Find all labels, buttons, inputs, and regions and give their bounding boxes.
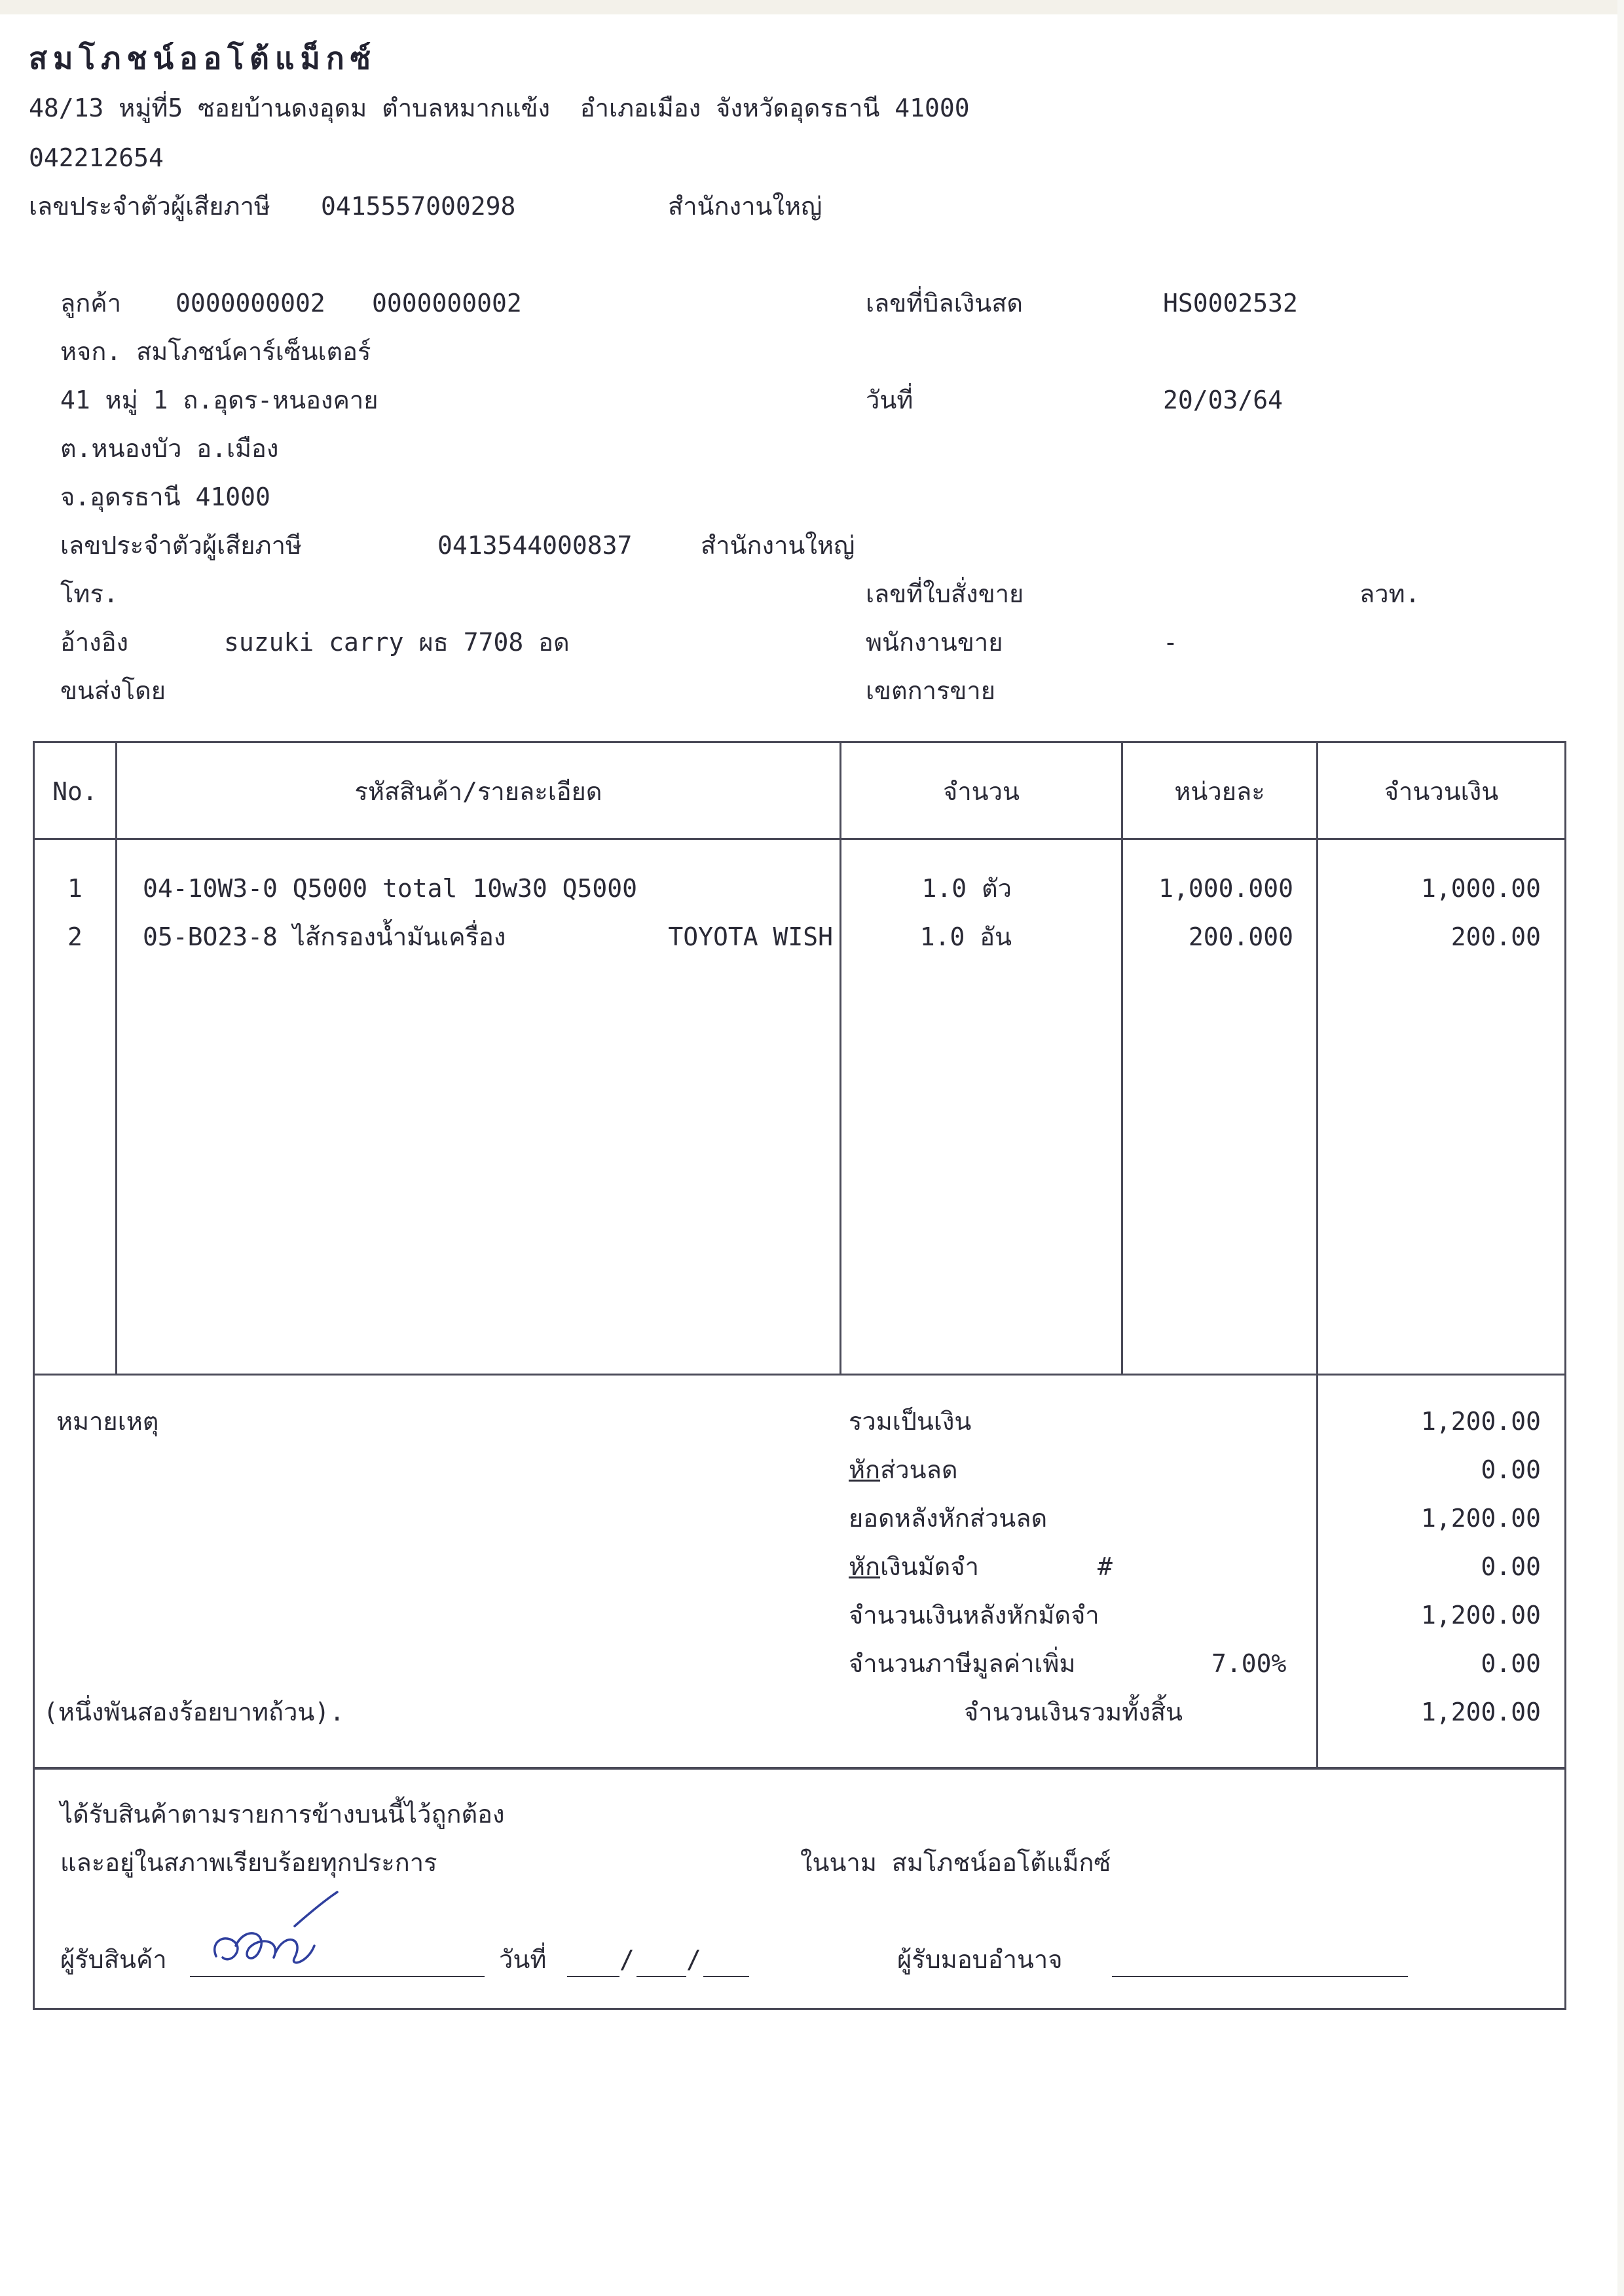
scan-right-edge bbox=[1617, 0, 1624, 2296]
after-deposit-label: จำนวนเงินหลังหักมัดจำ bbox=[849, 1601, 1099, 1630]
invoice-date: 20/03/64 bbox=[1163, 386, 1283, 414]
company-tax-id: 0415557000298 bbox=[321, 192, 516, 221]
customer-phone-label: โทร. bbox=[60, 579, 119, 608]
deposit-value: 0.00 bbox=[1481, 1552, 1541, 1581]
header-amount: จำนวนเงิน bbox=[1384, 777, 1499, 806]
receive-date-slash-1: / bbox=[619, 1945, 635, 1974]
receive-date-year-line bbox=[703, 1976, 749, 1977]
salesperson-value: - bbox=[1163, 628, 1178, 657]
date-label: วันที่ bbox=[866, 386, 913, 414]
amount-in-words: (หนึ่งพันสองร้อยบาทถ้วน). bbox=[43, 1698, 345, 1726]
customer-label: ลูกค้า bbox=[60, 289, 122, 318]
customer-address-3: จ.อุดรธานี 41000 bbox=[60, 483, 270, 511]
receive-date-slash-2: / bbox=[686, 1945, 701, 1974]
received-statement-1: ได้รับสินค้าตามรายการข้างบนนี้ไว้ถูกต้อง bbox=[60, 1800, 505, 1829]
col-divider-no bbox=[115, 741, 117, 1375]
header-no: No. bbox=[52, 777, 98, 806]
after-deposit-value: 1,200.00 bbox=[1420, 1601, 1541, 1630]
receive-date-month-line bbox=[637, 1976, 686, 1977]
salesperson-label: พนักงานขาย bbox=[866, 628, 1003, 657]
customer-branch: สำนักงานใหญ่ bbox=[701, 531, 855, 560]
row-2-no: 2 bbox=[67, 922, 83, 951]
table-header-divider bbox=[33, 838, 1566, 840]
grand-total-value: 1,200.00 bbox=[1420, 1698, 1541, 1726]
company-branch: สำนักงานใหญ่ bbox=[668, 192, 822, 221]
header-unit-price: หน่วยละ bbox=[1174, 777, 1265, 806]
bill-no: HS0002532 bbox=[1163, 289, 1298, 318]
customer-code-2: 0000000002 bbox=[372, 289, 522, 318]
subtotal-value: 1,200.00 bbox=[1420, 1407, 1541, 1436]
customer-address-1: 41 หมู่ 1 ถ.อุดร-หนองคาย bbox=[60, 386, 378, 414]
received-statement-2: และอยู่ในสภาพเรียบร้อยทุกประการ bbox=[60, 1848, 437, 1877]
customer-ref: suzuki carry ผธ 7708 อด bbox=[224, 628, 570, 657]
customer-code: 0000000002 bbox=[175, 289, 325, 318]
company-tax-id-label: เลขประจำตัวผู้เสียภาษี bbox=[29, 192, 270, 221]
subtotal-label: รวมเป็นเงิน bbox=[849, 1407, 972, 1436]
row-2-description: 05-BO23-8 ไส้กรองน้ำมันเครื่อง bbox=[143, 922, 506, 951]
bill-no-label: เลขที่บิลเงินสด bbox=[866, 289, 1024, 318]
deposit-label: เงินมัดจำ bbox=[880, 1552, 979, 1581]
customer-ref-label: อ้างอิง bbox=[60, 628, 129, 657]
discount-value: 0.00 bbox=[1481, 1455, 1541, 1484]
receiver-label: ผู้รับสินค้า bbox=[60, 1945, 167, 1974]
customer-address-2: ต.หนองบัว อ.เมือง bbox=[60, 434, 279, 463]
customer-tax-id: 0413544000837 bbox=[437, 531, 633, 560]
sales-area-label: เขตการขาย bbox=[866, 676, 995, 705]
on-behalf-of: ในนาม สมโภชน์ออโต้แม็กซ์ bbox=[800, 1848, 1111, 1877]
receiver-signature bbox=[196, 1886, 367, 1984]
authorized-signature-line bbox=[1112, 1976, 1408, 1977]
row-2-extra: TOYOTA WISH bbox=[668, 922, 833, 951]
row-2-quantity: 1.0 อัน bbox=[919, 922, 1012, 951]
row-2-unit-price: 200.000 bbox=[1188, 922, 1293, 951]
row-1-amount: 1,000.00 bbox=[1420, 874, 1541, 903]
discount-prefix: หัก bbox=[849, 1455, 881, 1484]
vat-rate: 7.00% bbox=[1211, 1649, 1287, 1678]
row-1-no: 1 bbox=[67, 874, 83, 903]
row-1-quantity: 1.0 ตัว bbox=[921, 874, 1012, 903]
after-discount-label: ยอดหลังหักส่วนลด bbox=[849, 1504, 1048, 1533]
col-divider-desc bbox=[840, 741, 841, 1375]
company-name: สมโภชน์ออโต้แม็กซ์ bbox=[29, 41, 377, 76]
row-1-unit-price: 1,000.000 bbox=[1158, 874, 1293, 903]
receive-date-day-line bbox=[567, 1976, 619, 1977]
header-quantity: จำนวน bbox=[943, 777, 1020, 806]
header-description: รหัสสินค้า/รายละเอียด bbox=[354, 777, 602, 806]
company-phone: 042212654 bbox=[29, 143, 164, 172]
customer-name: หจก. สมโภชน์คาร์เซ็นเตอร์ bbox=[60, 337, 371, 366]
authorized-person-label: ผู้รับมอบอำนาจ bbox=[897, 1945, 1063, 1974]
scan-top-edge bbox=[0, 0, 1624, 14]
sales-order-label: เลขที่ใบสั่งขาย bbox=[866, 579, 1024, 608]
summary-divider bbox=[33, 1374, 1566, 1376]
row-2-amount: 200.00 bbox=[1450, 922, 1541, 951]
row-1-description: 04-10W3-0 Q5000 total 10w30 Q5000 bbox=[143, 874, 637, 903]
grand-total-label: จำนวนเงินรวมทั้งสิ้น bbox=[964, 1698, 1183, 1726]
vat-label: จำนวนภาษีมูลค่าเพิ่ม bbox=[849, 1649, 1076, 1678]
deposit-hash: # bbox=[1098, 1552, 1113, 1581]
customer-tax-id-label: เลขประจำตัวผู้เสียภาษี bbox=[60, 531, 302, 560]
ship-by-label: ขนส่งโดย bbox=[60, 676, 166, 705]
col-divider-qty bbox=[1121, 741, 1123, 1375]
sales-order-value: ลวท. bbox=[1359, 579, 1420, 608]
discount-label: ส่วนลด bbox=[880, 1455, 958, 1484]
company-address: 48/13 หมู่ที่5 ซอยบ้านดงอุดม ตำบลหมากแข้ง อำเภอเมือง จังหวัดอุดรธานี 41000 bbox=[29, 94, 970, 122]
remark-label: หมายเหตุ bbox=[56, 1407, 159, 1436]
receive-date-label: วันที่ bbox=[499, 1945, 547, 1974]
vat-value: 0.00 bbox=[1481, 1649, 1541, 1678]
deposit-prefix: หัก bbox=[849, 1552, 881, 1581]
after-discount-value: 1,200.00 bbox=[1420, 1504, 1541, 1533]
